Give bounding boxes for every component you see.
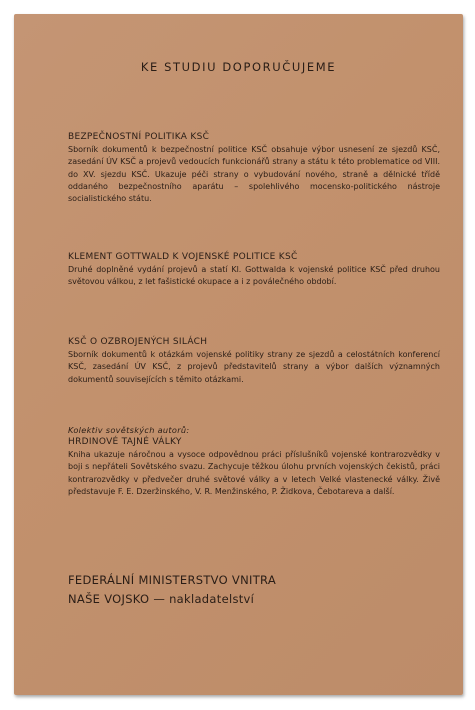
book-entry-secret-war bbox=[68, 424, 440, 498]
book-entry-armed-forces bbox=[68, 336, 440, 386]
page-heading: KE STUDIU DOPORUČUJEME bbox=[140, 60, 337, 74]
book-title: KLEMENT GOTTWALD K VOJENSKÉ POLITICE KSČ bbox=[68, 252, 298, 262]
book-description: Kniha ukazuje náročnou a vysoce odpovědnou práci příslušníků vojenské kontrarozvědky v boji s nepřáteli Sovětského svazu. Zachycuje těžkou úlohu prvních vojenských čekistů, práci kontrarozvědky v předvečer druhé světové války a v letech Velké vlastenecké války. Živě představuje F. E. Dzeržinského, V. R. Menžinského, P. Židkova, Čebotareva a další. bbox=[68, 450, 440, 496]
book-title: BEZPEČNOSTNÍ POLITIKA KSČ bbox=[68, 132, 210, 142]
publisher-block bbox=[68, 571, 440, 609]
book-title: KSČ O OZBROJENÝCH SILÁCH bbox=[68, 337, 208, 347]
book-authors: Kolektiv sovětských autorů: bbox=[68, 425, 190, 435]
document-page bbox=[14, 14, 463, 695]
book-description: Sborník dokumentů k bezpečnostní politice KSČ obsahuje výbor usnesení ze sjezdů KSČ, zasedání ÚV KSČ a projevů vedoucích funkcionářů strany a státu k této problematice od VIII. do XV. sjezdu KSČ. Ukazuje péči strany o vybudování nového, straně a dělnické třídě oddaného bezpečnostního aparátu – spolehlivého mocensko-politického nástroje socialistického státu. bbox=[68, 145, 440, 204]
book-description: Druhé doplněné vydání projevů a statí Kl. Gottwalda k vojenské politice KSČ před druhou světovou válkou, z let fašistické okupace a i z poválečného období. bbox=[68, 265, 440, 287]
book-title: HRDINOVÉ TAJNÉ VÁLKY bbox=[68, 437, 182, 447]
book-entry-gottwald bbox=[68, 251, 440, 289]
publisher-house: NAŠE VOJSKO — nakladatelství bbox=[68, 592, 255, 606]
book-description: Sborník dokumentů k otázkám vojenské politiky strany ze sjezdů a celostátních konferencí KSČ, zasedání ÚV KSČ, z projevů představitelů strany a výbor dalších významných dokumentů souvisejících s těmito otázkami. bbox=[68, 350, 440, 384]
publisher-ministry: FEDERÁLNÍ MINISTERSTVO VNITRA bbox=[68, 573, 277, 587]
book-entry-security-policy bbox=[68, 131, 440, 205]
